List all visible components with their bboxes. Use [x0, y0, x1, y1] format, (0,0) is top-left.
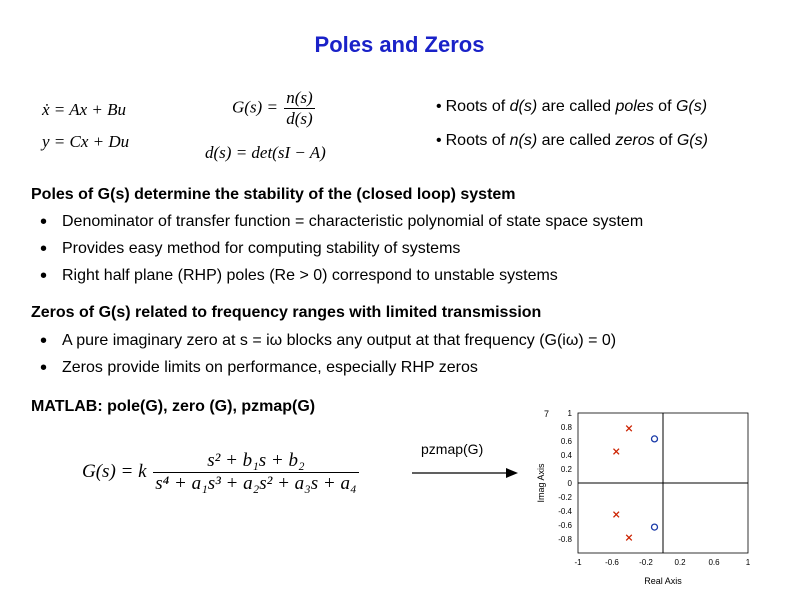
list-item-text: A pure imaginary zero at s = iω blocks any output at that frequency (G(iω) = 0)	[62, 332, 617, 349]
roots-var: G(s)	[675, 98, 708, 115]
x-tick-label: -0.6	[605, 558, 619, 567]
roots-poles-line	[436, 98, 707, 116]
slide-title: Poles and Zeros	[314, 32, 485, 57]
big-tf-numerator: s² + b₁s + b₂	[153, 450, 358, 473]
tf-denominator: d(s)	[286, 109, 313, 128]
x-tick-label: -0.2	[639, 558, 653, 567]
list-item	[40, 210, 644, 233]
bullet-dot: •	[40, 264, 48, 287]
roots-var: d(s)	[509, 98, 538, 115]
pole-marker	[626, 426, 632, 432]
bullet-dot: •	[40, 210, 48, 233]
zero-marker	[652, 524, 658, 530]
y-tick-label: 0	[567, 479, 572, 488]
roots-var: G(s)	[676, 132, 708, 149]
roots-text: Roots of	[445, 132, 510, 149]
state-eq-2-lhs: y	[42, 132, 50, 151]
roots-term: zeros	[615, 132, 655, 149]
tf-fraction	[284, 88, 314, 129]
y-tick-label: 0.6	[560, 437, 572, 446]
list-item	[40, 356, 478, 379]
big-tf-denominator: s⁴ + a₁s³ + a₂s² + a₃s + a₄	[155, 473, 357, 494]
x-tick-label: 1	[745, 558, 751, 567]
state-eq-1-lhs: ẋ	[42, 100, 50, 119]
corner-label: 7	[544, 409, 550, 419]
x-tick-label: -1	[574, 558, 582, 567]
right-arrow-icon	[410, 466, 520, 480]
y-tick-label: 1	[567, 409, 572, 418]
y-tick-label: -0.4	[558, 507, 572, 516]
y-tick-label: -0.8	[558, 535, 572, 544]
d-definition: d(s) = det(sI − A)	[205, 143, 326, 162]
y-tick-label: 0.8	[560, 423, 572, 432]
roots-text: of	[654, 132, 677, 149]
y-tick-label: 0.2	[560, 465, 572, 474]
list-item	[40, 264, 558, 287]
bullet-dot: •	[436, 132, 442, 149]
bullet-dot: •	[40, 329, 48, 352]
roots-text: are called	[537, 98, 616, 115]
roots-term: poles	[615, 98, 654, 115]
bullet-dot: •	[40, 356, 48, 379]
roots-text: are called	[537, 132, 616, 149]
pole-marker	[626, 535, 632, 541]
list-item-text: Zeros provide limits on performance, especially RHP zeros	[62, 359, 478, 376]
tf-lhs: G(s) =	[232, 97, 278, 117]
x-tick-label: 0.6	[708, 558, 720, 567]
bullet-dot: •	[436, 98, 442, 115]
pole-marker	[613, 512, 619, 518]
y-tick-label: 0.4	[560, 451, 572, 460]
big-tf-fraction	[153, 450, 358, 495]
transfer-function	[232, 88, 317, 129]
section-poles-heading: Poles of G(s) determine the stability of the (closed loop) system	[31, 186, 516, 203]
section-zeros-heading: Zeros of G(s) related to frequency ranges with limited transmission	[31, 304, 542, 321]
pole-zero-map	[530, 405, 760, 586]
general-transfer-function	[82, 450, 361, 495]
roots-zeros-line	[436, 132, 708, 150]
roots-var: n(s)	[509, 132, 538, 149]
y-tick-label: -0.6	[558, 521, 572, 530]
state-equation-2	[42, 132, 129, 152]
x-axis-title: Real Axis	[644, 576, 682, 586]
list-item	[40, 329, 617, 352]
list-item-text: Denominator of transfer function = characteristic polynomial of state space system	[62, 213, 644, 230]
big-tf-lhs: G(s) = k	[82, 460, 147, 482]
y-axis-title: Imag Axis	[536, 463, 546, 503]
state-equation-1	[42, 100, 126, 120]
roots-text: Roots of	[445, 98, 510, 115]
roots-text: of	[653, 98, 676, 115]
state-eq-1-rhs: = Ax + Bu	[53, 100, 126, 119]
list-item-text: Provides easy method for computing stability of systems	[62, 240, 461, 257]
section-matlab-heading: MATLAB: pole(G), zero (G), pzmap(G)	[31, 398, 316, 415]
y-tick-label: -0.2	[558, 493, 572, 502]
list-item	[40, 237, 461, 260]
tf-numerator: n(s)	[286, 88, 313, 107]
pole-marker	[613, 449, 619, 455]
bullet-dot: •	[40, 237, 48, 260]
x-tick-label: 0.2	[674, 558, 686, 567]
zero-marker	[652, 436, 658, 442]
state-eq-2-rhs: = Cx + Du	[53, 132, 130, 151]
pzmap-label: pzmap(G)	[421, 441, 484, 457]
list-item-text: Right half plane (RHP) poles (Re > 0) correspond to unstable systems	[62, 267, 558, 284]
